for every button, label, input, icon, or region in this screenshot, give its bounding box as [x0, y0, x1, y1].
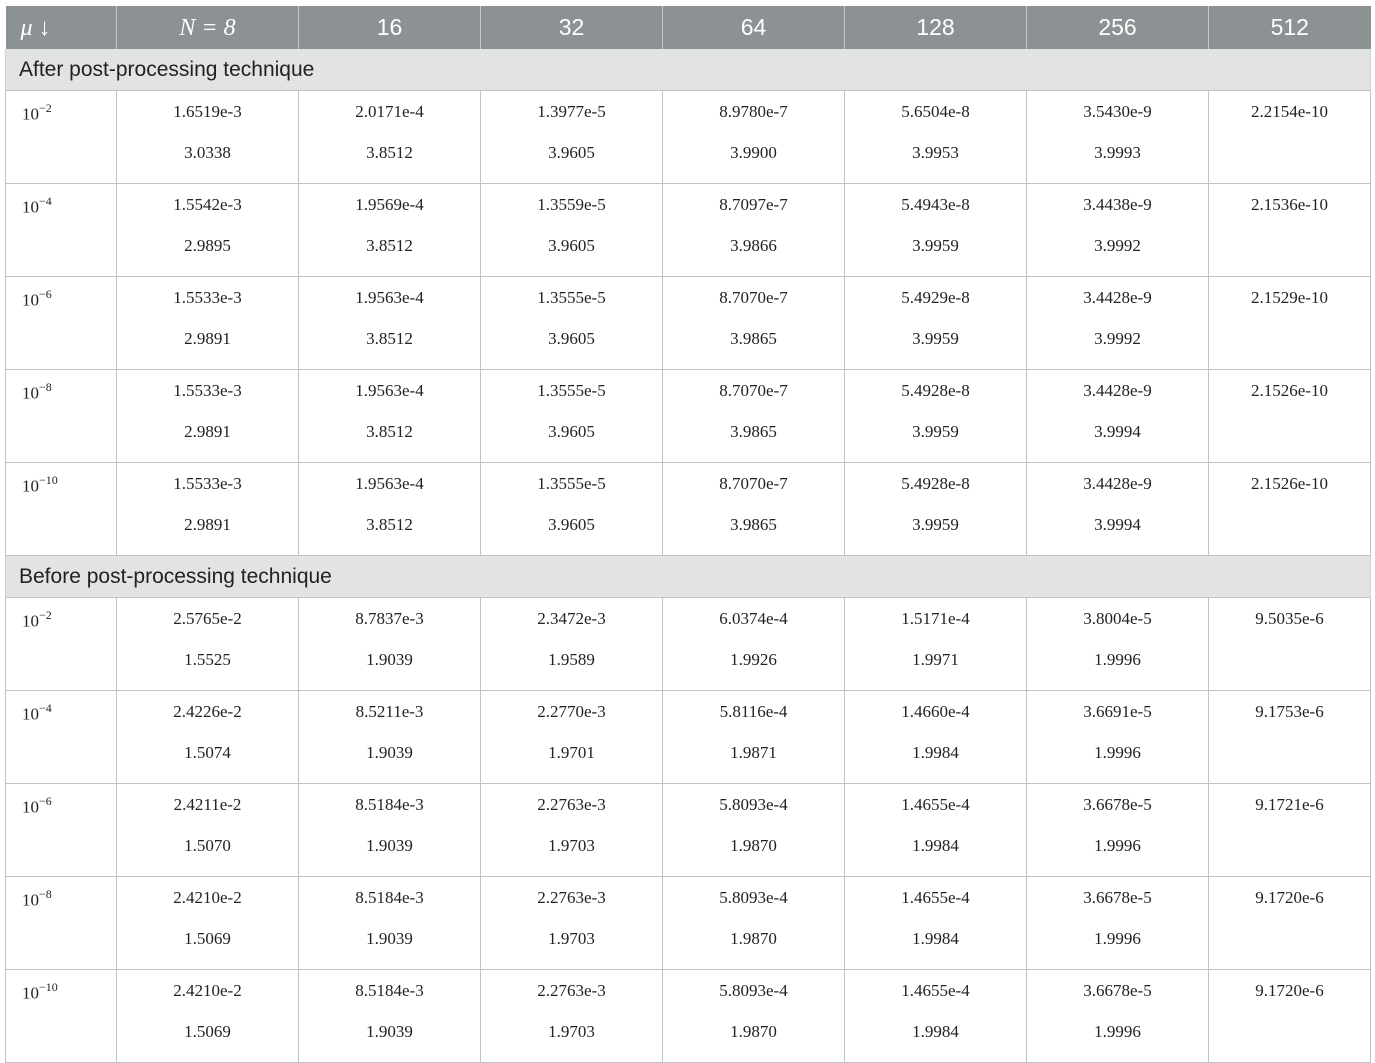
- table-body: [6, 49, 1371, 1063]
- error-value: 3.8004e-5: [1083, 609, 1152, 628]
- rate-value: 1.9870: [730, 1022, 777, 1041]
- error-value: 1.4655e-4: [901, 795, 970, 814]
- error-value: 6.0374e-4: [719, 609, 788, 628]
- value-cell: [481, 463, 663, 556]
- value-cell: [481, 784, 663, 877]
- mu-base: 10: [22, 104, 39, 124]
- rate-value: [1209, 928, 1370, 950]
- rate-value: 1.5070: [184, 836, 231, 855]
- error-value: 3.4428e-9: [1083, 474, 1152, 493]
- mu-base: 10: [22, 290, 39, 310]
- rate-value: 3.9865: [730, 422, 777, 441]
- value-cell: [481, 877, 663, 970]
- rate-value: [1209, 328, 1370, 350]
- value-cell: [117, 277, 299, 370]
- error-value: 3.6678e-5: [1083, 981, 1152, 1000]
- value-cell: [481, 691, 663, 784]
- header-n64: 64: [663, 6, 845, 49]
- mu-exponent: −10: [39, 473, 58, 487]
- error-value: 8.7070e-7: [719, 288, 788, 307]
- rate-value: 1.9926: [730, 650, 777, 669]
- error-value: 8.7097e-7: [719, 195, 788, 214]
- value-cell: [1209, 691, 1371, 784]
- mu-cell: [6, 784, 117, 877]
- section-header-row: [6, 556, 1371, 598]
- value-cell: [299, 691, 481, 784]
- value-cell: [299, 463, 481, 556]
- rate-value: [1209, 514, 1370, 536]
- rate-value: 1.9996: [1094, 836, 1141, 855]
- value-cell: [117, 784, 299, 877]
- header-n128: 128: [845, 6, 1027, 49]
- error-value: 2.4210e-2: [173, 981, 242, 1000]
- error-value: 2.5765e-2: [173, 609, 242, 628]
- error-value: 5.4928e-8: [901, 474, 970, 493]
- error-value: 1.9563e-4: [355, 288, 424, 307]
- error-value: 1.9569e-4: [355, 195, 424, 214]
- error-value: 8.5184e-3: [355, 795, 424, 814]
- value-cell: [1027, 784, 1209, 877]
- rate-value: 1.5074: [184, 743, 231, 762]
- error-value: 1.3559e-5: [537, 195, 606, 214]
- table-row: [6, 598, 1371, 691]
- mu-base: 10: [22, 797, 39, 817]
- mu-cell: [6, 184, 117, 277]
- value-cell: [117, 463, 299, 556]
- rate-value: 3.9865: [730, 329, 777, 348]
- value-cell: [1209, 184, 1371, 277]
- section-title: Before post-processing technique: [6, 556, 1371, 598]
- value-cell: [117, 970, 299, 1063]
- value-cell: [663, 784, 845, 877]
- rate-value: 3.9959: [912, 515, 959, 534]
- mu-cell: [6, 370, 117, 463]
- mu-base: 10: [22, 704, 39, 724]
- error-value: 8.5211e-3: [355, 702, 424, 721]
- mu-base: 10: [22, 197, 39, 217]
- table-row: [6, 370, 1371, 463]
- header-n256: 256: [1027, 6, 1209, 49]
- rate-value: 1.9971: [912, 650, 959, 669]
- value-cell: [1027, 877, 1209, 970]
- rate-value: 3.9992: [1094, 329, 1141, 348]
- error-value: 2.2770e-3: [537, 702, 606, 721]
- value-cell: [663, 970, 845, 1063]
- table-row: [6, 784, 1371, 877]
- error-value: 2.1526e-10: [1251, 474, 1328, 493]
- rate-value: 3.9992: [1094, 236, 1141, 255]
- value-cell: [1027, 370, 1209, 463]
- value-cell: [845, 463, 1027, 556]
- error-value: 1.5171e-4: [901, 609, 970, 628]
- error-value: 2.2763e-3: [537, 981, 606, 1000]
- value-cell: [845, 877, 1027, 970]
- rate-value: 1.9039: [366, 836, 413, 855]
- error-value: 1.4655e-4: [901, 981, 970, 1000]
- error-value: 8.9780e-7: [719, 102, 788, 121]
- value-cell: [117, 370, 299, 463]
- mu-base: 10: [22, 983, 39, 1003]
- error-value: 3.5430e-9: [1083, 102, 1152, 121]
- value-cell: [117, 184, 299, 277]
- table-header: [6, 6, 1371, 49]
- rate-value: 2.9891: [184, 329, 231, 348]
- mu-cell: [6, 691, 117, 784]
- value-cell: [1027, 691, 1209, 784]
- rate-value: 3.9605: [548, 143, 595, 162]
- value-cell: [663, 598, 845, 691]
- error-value: 1.3977e-5: [537, 102, 606, 121]
- mu-exponent: −2: [39, 608, 52, 622]
- rate-value: 1.9703: [548, 1022, 595, 1041]
- error-value: 8.7070e-7: [719, 381, 788, 400]
- error-value: 9.1720e-6: [1255, 981, 1324, 1000]
- mu-cell: [6, 598, 117, 691]
- rate-value: [1209, 235, 1370, 257]
- error-value: 1.4660e-4: [901, 702, 970, 721]
- error-value: 2.0171e-4: [355, 102, 424, 121]
- rate-value: 1.9870: [730, 836, 777, 855]
- value-cell: [481, 277, 663, 370]
- error-value: 5.8093e-4: [719, 981, 788, 1000]
- rate-value: 1.9703: [548, 929, 595, 948]
- mu-exponent: −6: [39, 287, 52, 301]
- value-cell: [1027, 970, 1209, 1063]
- error-value: 8.5184e-3: [355, 888, 424, 907]
- rate-value: 1.9996: [1094, 743, 1141, 762]
- error-value: 2.3472e-3: [537, 609, 606, 628]
- convergence-table: [5, 6, 1371, 1063]
- rate-value: [1209, 742, 1370, 764]
- rate-value: 3.8512: [366, 515, 413, 534]
- mu-exponent: −10: [39, 980, 58, 994]
- value-cell: [845, 184, 1027, 277]
- rate-value: 1.9701: [548, 743, 595, 762]
- error-value: 1.3555e-5: [537, 288, 606, 307]
- mu-cell: [6, 970, 117, 1063]
- rate-value: [1209, 649, 1370, 671]
- table-row: [6, 877, 1371, 970]
- value-cell: [845, 277, 1027, 370]
- error-value: 9.1753e-6: [1255, 702, 1324, 721]
- rate-value: 1.9996: [1094, 650, 1141, 669]
- value-cell: [663, 691, 845, 784]
- rate-value: 3.9959: [912, 329, 959, 348]
- error-value: 5.4943e-8: [901, 195, 970, 214]
- value-cell: [1027, 91, 1209, 184]
- value-cell: [1027, 277, 1209, 370]
- rate-value: 3.9605: [548, 515, 595, 534]
- value-cell: [845, 691, 1027, 784]
- error-value: 1.9563e-4: [355, 381, 424, 400]
- mu-exponent: −4: [39, 701, 52, 715]
- rate-value: 1.9984: [912, 1022, 959, 1041]
- error-value: 1.4655e-4: [901, 888, 970, 907]
- header-n32: 32: [481, 6, 663, 49]
- error-value: 1.3555e-5: [537, 381, 606, 400]
- error-value: 2.4210e-2: [173, 888, 242, 907]
- rate-value: 1.9871: [730, 743, 777, 762]
- rate-value: 1.9039: [366, 743, 413, 762]
- value-cell: [481, 370, 663, 463]
- rate-value: 1.9984: [912, 836, 959, 855]
- rate-value: [1209, 835, 1370, 857]
- header-n16: 16: [299, 6, 481, 49]
- rate-value: 2.9891: [184, 515, 231, 534]
- value-cell: [1027, 598, 1209, 691]
- error-value: 2.1529e-10: [1251, 288, 1328, 307]
- value-cell: [1027, 463, 1209, 556]
- error-value: 8.5184e-3: [355, 981, 424, 1000]
- mu-base: 10: [22, 383, 39, 403]
- error-value: 1.3555e-5: [537, 474, 606, 493]
- value-cell: [1209, 277, 1371, 370]
- error-value: 8.7837e-3: [355, 609, 424, 628]
- mu-exponent: −2: [39, 101, 52, 115]
- value-cell: [117, 598, 299, 691]
- value-cell: [663, 91, 845, 184]
- rate-value: 3.9605: [548, 236, 595, 255]
- error-value: 9.5035e-6: [1255, 609, 1324, 628]
- rate-value: 3.9994: [1094, 515, 1141, 534]
- rate-value: 3.9994: [1094, 422, 1141, 441]
- error-value: 2.2763e-3: [537, 888, 606, 907]
- value-cell: [117, 91, 299, 184]
- error-value: 3.6678e-5: [1083, 795, 1152, 814]
- results-table-container: [5, 6, 1370, 1063]
- value-cell: [299, 277, 481, 370]
- value-cell: [1209, 970, 1371, 1063]
- rate-value: 1.9984: [912, 929, 959, 948]
- error-value: 1.6519e-3: [173, 102, 242, 121]
- error-value: 2.1526e-10: [1251, 381, 1328, 400]
- rate-value: 3.8512: [366, 236, 413, 255]
- rate-value: 1.9996: [1094, 1022, 1141, 1041]
- mu-base: 10: [22, 611, 39, 631]
- rate-value: 3.9959: [912, 236, 959, 255]
- rate-value: 1.5525: [184, 650, 231, 669]
- rate-value: 1.9039: [366, 650, 413, 669]
- error-value: 2.4211e-2: [173, 795, 242, 814]
- value-cell: [845, 970, 1027, 1063]
- rate-value: 3.8512: [366, 143, 413, 162]
- error-value: 2.2763e-3: [537, 795, 606, 814]
- rate-value: 3.9605: [548, 329, 595, 348]
- value-cell: [663, 463, 845, 556]
- error-value: 8.7070e-7: [719, 474, 788, 493]
- rate-value: 3.9866: [730, 236, 777, 255]
- error-value: 3.4428e-9: [1083, 381, 1152, 400]
- value-cell: [1209, 877, 1371, 970]
- header-mu: μ ↓: [6, 6, 117, 49]
- rate-value: 3.9900: [730, 143, 777, 162]
- section-title: After post-processing technique: [6, 49, 1371, 91]
- mu-cell: [6, 877, 117, 970]
- rate-value: 3.8512: [366, 329, 413, 348]
- value-cell: [299, 784, 481, 877]
- rate-value: 1.9589: [548, 650, 595, 669]
- mu-cell: [6, 463, 117, 556]
- error-value: 1.9563e-4: [355, 474, 424, 493]
- error-value: 5.8093e-4: [719, 888, 788, 907]
- rate-value: 2.9895: [184, 236, 231, 255]
- error-value: 5.6504e-8: [901, 102, 970, 121]
- mu-cell: [6, 91, 117, 184]
- value-cell: [845, 598, 1027, 691]
- value-cell: [663, 184, 845, 277]
- rate-value: 1.9870: [730, 929, 777, 948]
- error-value: 2.2154e-10: [1251, 102, 1328, 121]
- table-row: [6, 463, 1371, 556]
- error-value: 3.6691e-5: [1083, 702, 1152, 721]
- error-value: 9.1720e-6: [1255, 888, 1324, 907]
- table-row: [6, 691, 1371, 784]
- error-value: 2.4226e-2: [173, 702, 242, 721]
- rate-value: 3.9865: [730, 515, 777, 534]
- error-value: 1.5533e-3: [173, 474, 242, 493]
- error-value: 5.4928e-8: [901, 381, 970, 400]
- rate-value: 1.9984: [912, 743, 959, 762]
- value-cell: [1209, 463, 1371, 556]
- value-cell: [481, 598, 663, 691]
- value-cell: [663, 877, 845, 970]
- value-cell: [117, 877, 299, 970]
- mu-exponent: −4: [39, 194, 52, 208]
- rate-value: 3.0338: [184, 143, 231, 162]
- rate-value: 3.9959: [912, 422, 959, 441]
- value-cell: [663, 277, 845, 370]
- rate-value: [1209, 142, 1370, 164]
- rate-value: 3.8512: [366, 422, 413, 441]
- value-cell: [1209, 784, 1371, 877]
- value-cell: [1209, 370, 1371, 463]
- rate-value: 1.9703: [548, 836, 595, 855]
- value-cell: [845, 370, 1027, 463]
- value-cell: [481, 91, 663, 184]
- error-value: 1.5542e-3: [173, 195, 242, 214]
- error-value: 5.4929e-8: [901, 288, 970, 307]
- rate-value: 1.9039: [366, 929, 413, 948]
- rate-value: 1.9039: [366, 1022, 413, 1041]
- mu-base: 10: [22, 890, 39, 910]
- mu-exponent: −6: [39, 794, 52, 808]
- table-row: [6, 91, 1371, 184]
- error-value: 1.5533e-3: [173, 381, 242, 400]
- error-value: 5.8116e-4: [719, 702, 788, 721]
- mu-cell: [6, 277, 117, 370]
- value-cell: [299, 370, 481, 463]
- table-row: [6, 277, 1371, 370]
- value-cell: [1209, 91, 1371, 184]
- value-cell: [299, 877, 481, 970]
- value-cell: [845, 91, 1027, 184]
- rate-value: [1209, 421, 1370, 443]
- table-row: [6, 184, 1371, 277]
- section-header-row: [6, 49, 1371, 91]
- rate-value: 1.9996: [1094, 929, 1141, 948]
- header-n8: N = 8: [117, 6, 299, 49]
- rate-value: 2.9891: [184, 422, 231, 441]
- value-cell: [1209, 598, 1371, 691]
- value-cell: [481, 970, 663, 1063]
- error-value: 3.4428e-9: [1083, 288, 1152, 307]
- rate-value: 3.9605: [548, 422, 595, 441]
- mu-exponent: −8: [39, 380, 52, 394]
- table-row: [6, 970, 1371, 1063]
- rate-value: [1209, 1021, 1370, 1043]
- rate-value: 1.5069: [184, 1022, 231, 1041]
- rate-value: 1.5069: [184, 929, 231, 948]
- error-value: 9.1721e-6: [1255, 795, 1324, 814]
- error-value: 2.1536e-10: [1251, 195, 1328, 214]
- rate-value: 3.9993: [1094, 143, 1141, 162]
- mu-base: 10: [22, 476, 39, 496]
- value-cell: [117, 691, 299, 784]
- value-cell: [481, 184, 663, 277]
- value-cell: [1027, 184, 1209, 277]
- value-cell: [299, 91, 481, 184]
- value-cell: [299, 970, 481, 1063]
- error-value: 3.6678e-5: [1083, 888, 1152, 907]
- header-n512: 512: [1209, 6, 1371, 49]
- value-cell: [845, 784, 1027, 877]
- error-value: 3.4438e-9: [1083, 195, 1152, 214]
- value-cell: [663, 370, 845, 463]
- value-cell: [299, 184, 481, 277]
- value-cell: [299, 598, 481, 691]
- rate-value: 3.9953: [912, 143, 959, 162]
- error-value: 1.5533e-3: [173, 288, 242, 307]
- mu-exponent: −8: [39, 887, 52, 901]
- error-value: 5.8093e-4: [719, 795, 788, 814]
